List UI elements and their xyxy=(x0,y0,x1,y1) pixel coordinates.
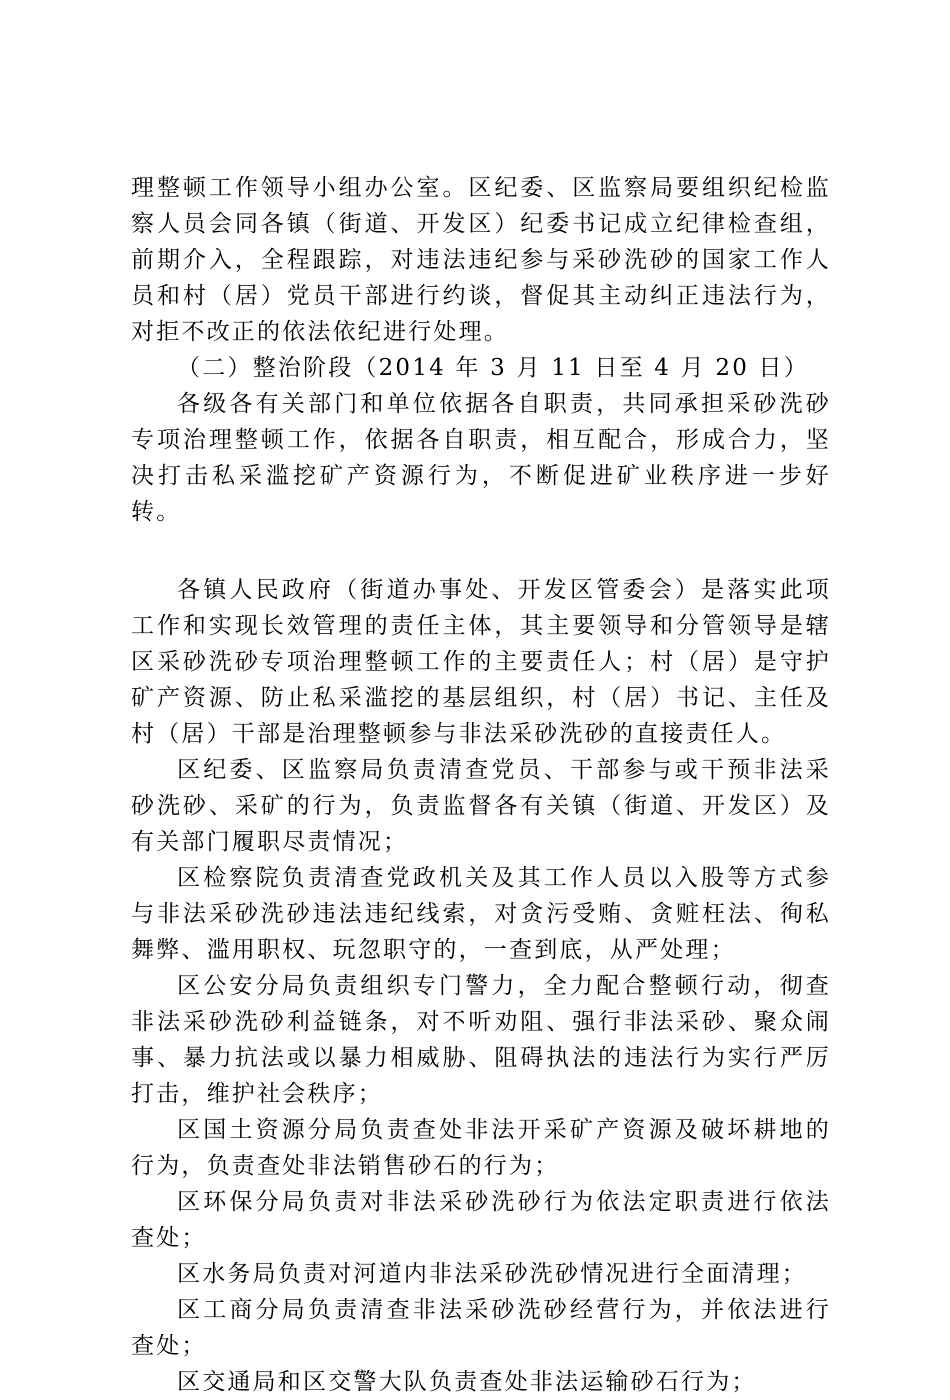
paragraph-discipline-commission: 区纪委、区监察局负责清查党员、干部参与或干预非法采砂洗砂、采矿的行为，负责监督各有关镇（街道、开发区）及有关部门履职尽责情况； xyxy=(131,757,831,855)
paragraph-responsibilities-overview: 各级各有关部门和单位依据各自职责，共同承担采砂洗砂专项治理整顿工作，依据各自职责，相互配合，形成合力，坚决打击私采滥挖矿产资源行为，不断促进矿业秩序进一步好转。 xyxy=(131,391,831,525)
paragraph-gap xyxy=(131,530,831,572)
paragraph-procuratorate: 区检察院负责清查党政机关及其工作人员以入股等方式参与非法采砂洗砂违法违纪线索，对贪污受贿、贪赃枉法、徇私舞弊、滥用职权、玩忽职守的，一查到底，从严处理； xyxy=(131,865,831,963)
paragraph-transport-traffic-police: 区交通局和区交警大队负责查处非法运输砂石行为； xyxy=(177,1369,757,1395)
paragraph-town-governments: 各镇人民政府（街道办事处、开发区管委会）是落实此项工作和实现长效管理的责任主体，其主要领导和分管领导是辖区采砂洗砂专项治理整顿工作的主要责任人；村（居）是守护矿产资源、防止私采滥挖的基层组织，村（居）书记、主任及村（居）干部是治理整顿参与非法采砂洗砂的直接责任人。 xyxy=(131,577,831,747)
section-heading-rectification-stage: （二）整治阶段（2014 年 3 月 11 日至 4 月 20 日） xyxy=(177,355,809,381)
paragraph-public-security: 区公安分局负责组织专门警力，全力配合整顿行动，彻查非法采砂洗砂利益链条，对不听劝阻、强行非法采砂、聚众闹事、暴力抗法或以暴力相威胁、阻碍执法的违法行为实行严厉打击，维护社会秩序； xyxy=(131,973,831,1107)
paragraph-continuation: 理整顿工作领导小组办公室。区纪委、区监察局要组织纪检监察人员会同各镇（街道、开发区）纪委书记成立纪律检查组，前期介入，全程跟踪，对违法违纪参与采砂洗砂的国家工作人员和村（居）党员干部进行约谈，督促其主动纠正违法行为，对拒不改正的依法依纪进行处理。 xyxy=(131,175,831,345)
document-body xyxy=(131,170,831,1400)
paragraph-land-resources: 区国土资源分局负责查处非法开采矿产资源及破坏耕地的行为，负责查处非法销售砂石的行为； xyxy=(131,1117,831,1179)
paragraph-environmental-protection: 区环保分局负责对非法采砂洗砂行为依法定职责进行依法查处； xyxy=(131,1189,831,1251)
paragraph-industry-commerce: 区工商分局负责清查非法采砂洗砂经营行为，并依法进行查处； xyxy=(131,1297,831,1359)
paragraph-water-affairs: 区水务局负责对河道内非法采砂洗砂情况进行全面清理； xyxy=(177,1261,807,1287)
